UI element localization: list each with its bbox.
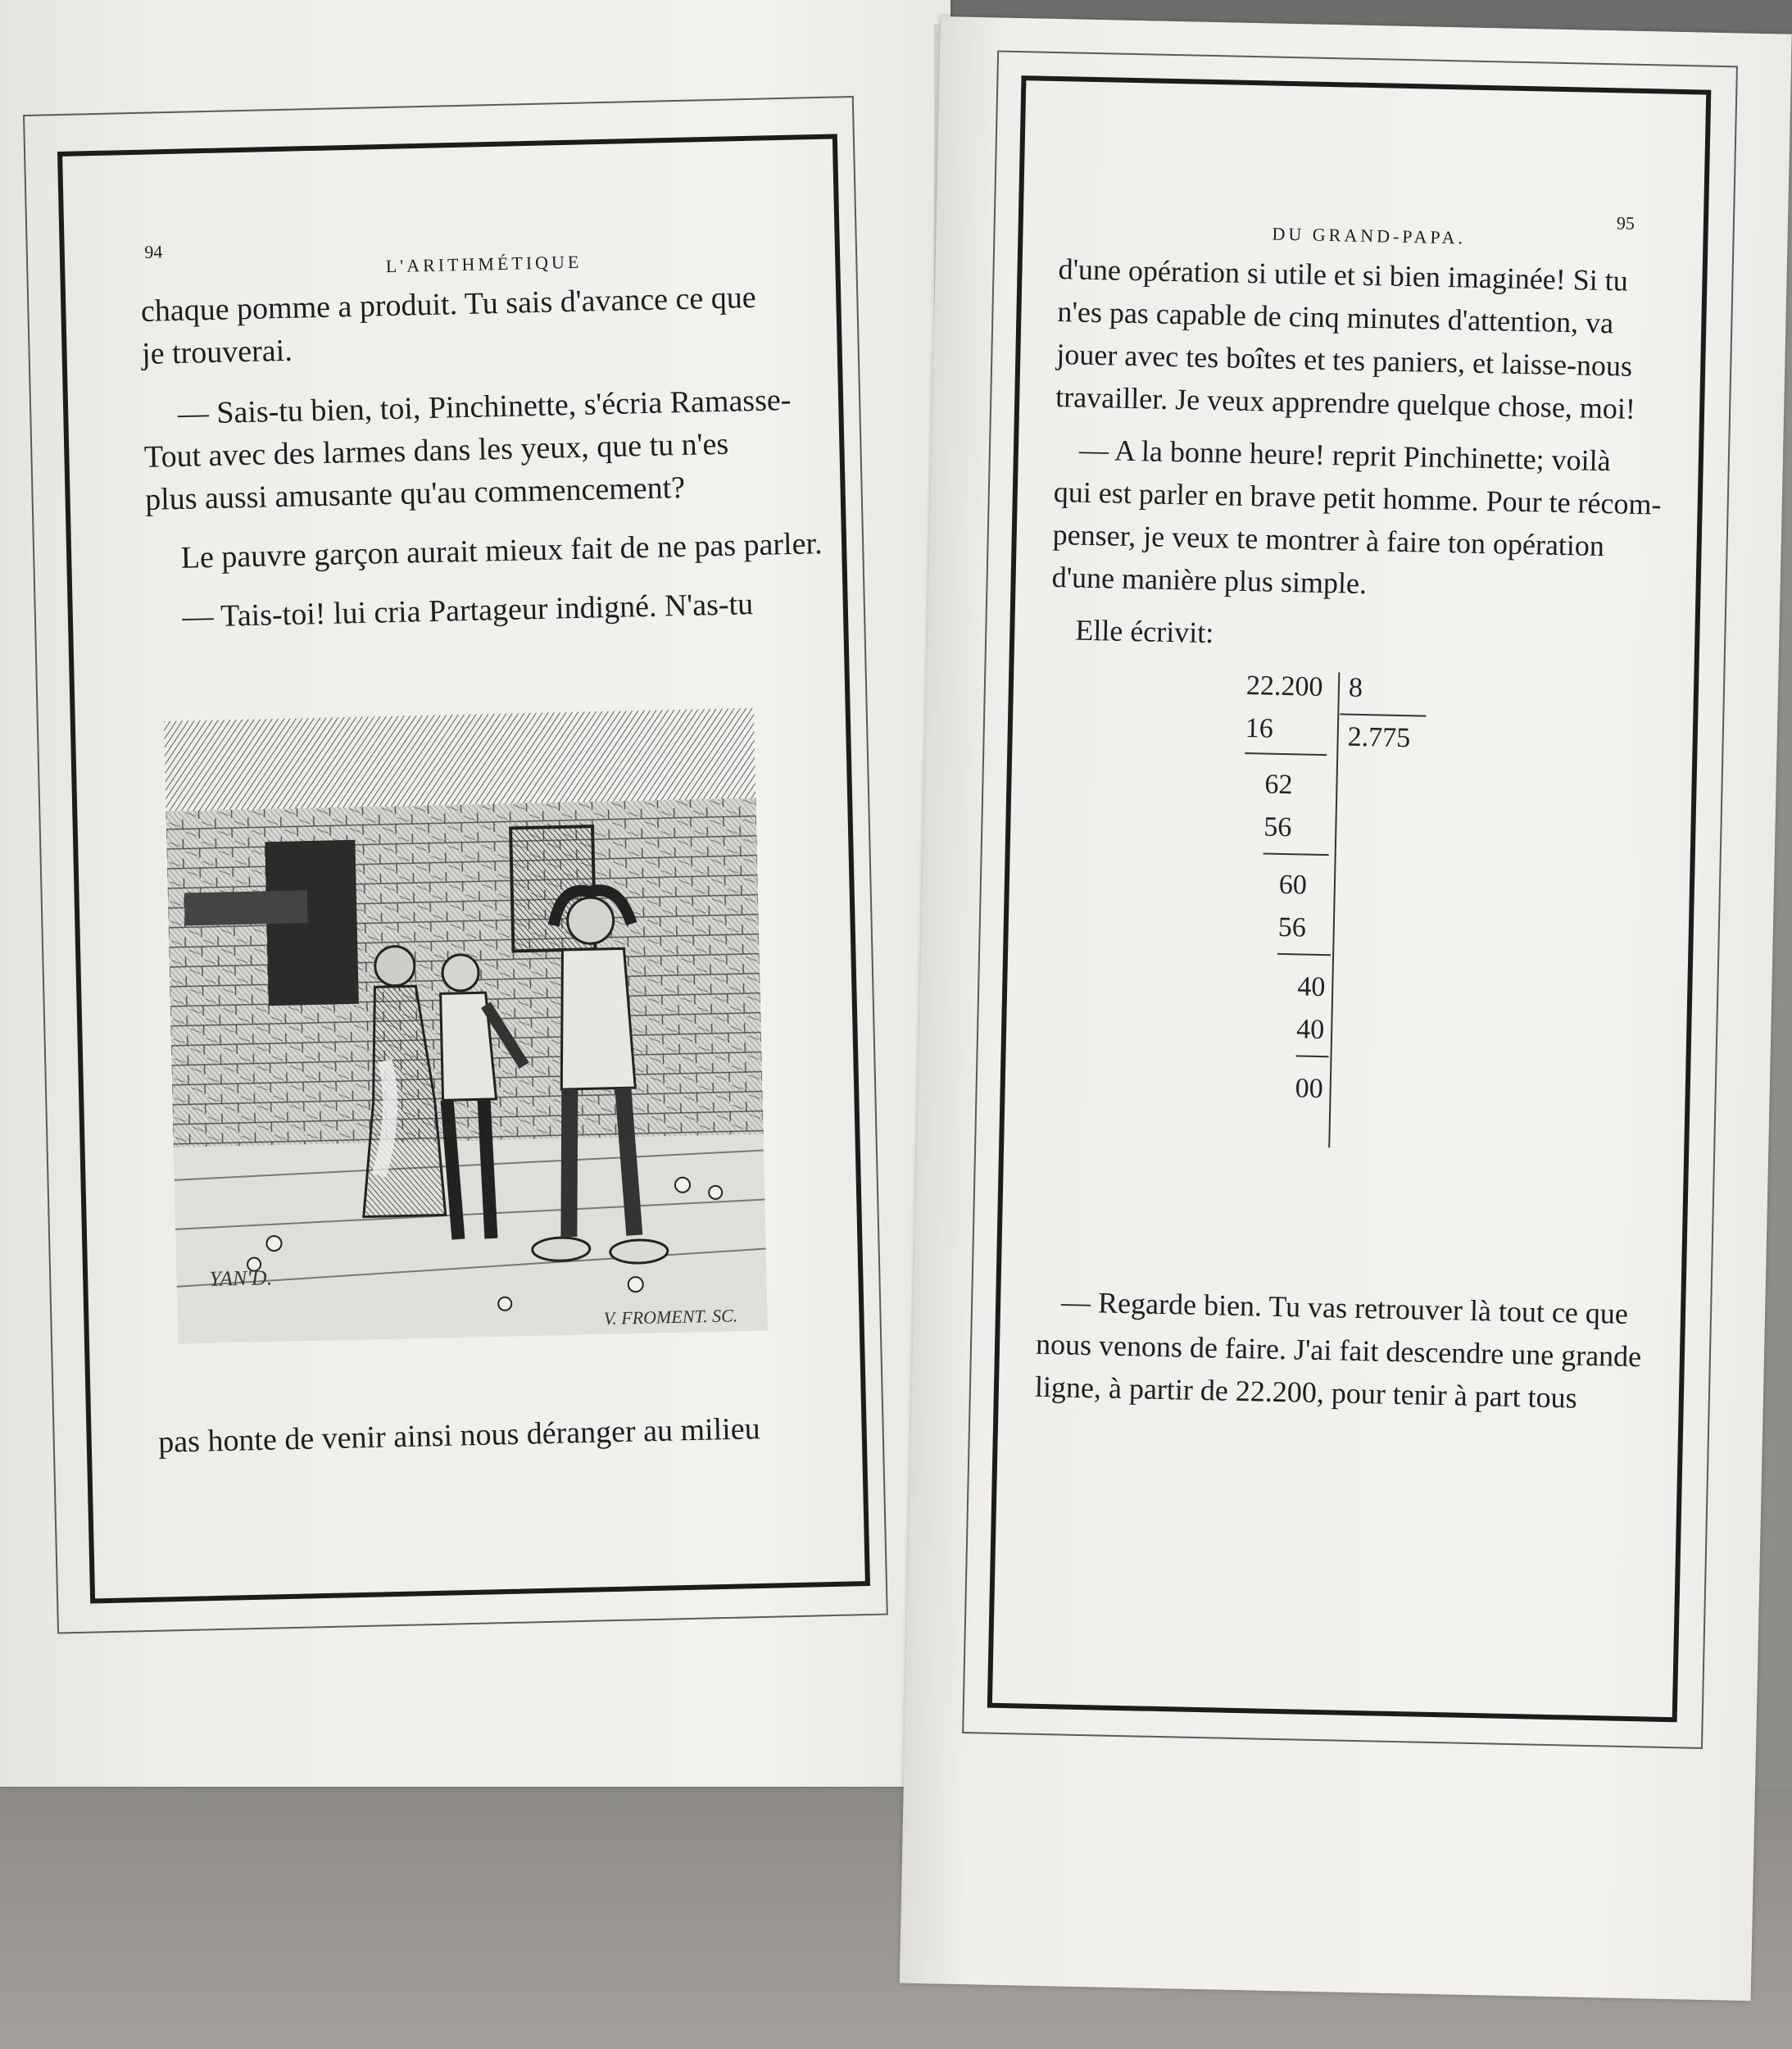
division-step-4: 60: [1278, 869, 1308, 901]
division-step-7: 40: [1295, 1014, 1325, 1046]
engraving-illustration: [164, 708, 768, 1344]
long-division: [1236, 670, 1492, 1167]
left-line-1: chaque pomme a produit. Tu sais d'avance ce que: [140, 279, 757, 329]
right-line-2: n'es pas capable de cinq minutes d'attention, va: [1057, 295, 1614, 340]
division-rule-3: [1277, 953, 1331, 956]
division-step-8: 00: [1295, 1073, 1324, 1105]
division-divisor: 8: [1348, 672, 1363, 703]
left-line-5: plus aussi amusante qu'au commencement?: [144, 470, 686, 517]
right-after-line-3: ligne, à partir de 22.200, pour tenir à part tous: [1034, 1370, 1578, 1415]
left-page-number: 94: [144, 241, 163, 262]
division-step-3: 56: [1263, 811, 1292, 843]
right-line-3: jouer avec tes boîtes et tes paniers, et laisse-nous: [1055, 338, 1633, 383]
right-running-head: DU GRAND-PAPA.: [1272, 223, 1467, 248]
right-page: [900, 16, 1792, 2001]
right-line-5: — A la bonne heure! reprit Pinchinette; voilà: [1078, 433, 1612, 478]
division-rule-2: [1263, 852, 1329, 856]
division-dividend: 22.200: [1245, 670, 1323, 702]
right-line-7: penser, je veux te montrer à faire ton opération: [1052, 518, 1605, 563]
right-page-number: 95: [1616, 212, 1635, 234]
left-running-head: L'ARITHMÉTIQUE: [385, 251, 583, 277]
division-step-5: 56: [1277, 911, 1307, 943]
division-quotient: 2.775: [1347, 721, 1411, 754]
division-rule-1: [1245, 752, 1327, 756]
division-quotient-rule: [1340, 713, 1426, 716]
left-line-after-illustration: pas honte de venir ainsi nous déranger au milieu: [157, 1411, 761, 1460]
division-vertical-rule: [1328, 672, 1340, 1147]
mantel-shelf: [184, 890, 308, 925]
engraver-signature: V. FROMENT. SC.: [603, 1305, 738, 1329]
left-line-3: — Sais-tu bien, toi, Pinchinette, s'écria Ramasse-: [177, 382, 792, 431]
right-line-4: travailler. Je veux apprendre quelque chose, moi!: [1055, 380, 1636, 425]
division-rule-4: [1296, 1055, 1329, 1057]
right-line-8: d'une manière plus simple.: [1051, 560, 1368, 601]
right-line-9: Elle écrivit:: [1074, 613, 1214, 650]
left-line-6: Le pauvre garçon aurait mieux fait de ne pas parler.: [180, 526, 823, 575]
left-line-7: — Tais-toi! lui cria Partageur indigné. N'as-tu: [181, 587, 754, 634]
right-after-line-2: nous venons de faire. J'ai fait descendre une grande: [1035, 1327, 1642, 1374]
left-line-2: je trouverai.: [141, 333, 293, 371]
right-line-6: qui est parler en brave petit homme. Pour te récom-: [1053, 475, 1662, 521]
division-step-6: 40: [1296, 971, 1326, 1003]
right-after-line-1: — Regarde bien. Tu vas retrouver là tout ce que: [1060, 1285, 1629, 1330]
right-line-1: d'une opération si utile et si bien imaginée! Si tu: [1058, 252, 1629, 298]
left-page: [0, 0, 950, 1787]
illustrator-signature: YAN'D.: [209, 1265, 273, 1291]
division-step-1: 16: [1245, 712, 1274, 744]
division-step-2: 62: [1264, 769, 1293, 801]
left-line-4: Tout avec des larmes dans les yeux, que tu n'es: [143, 426, 729, 475]
